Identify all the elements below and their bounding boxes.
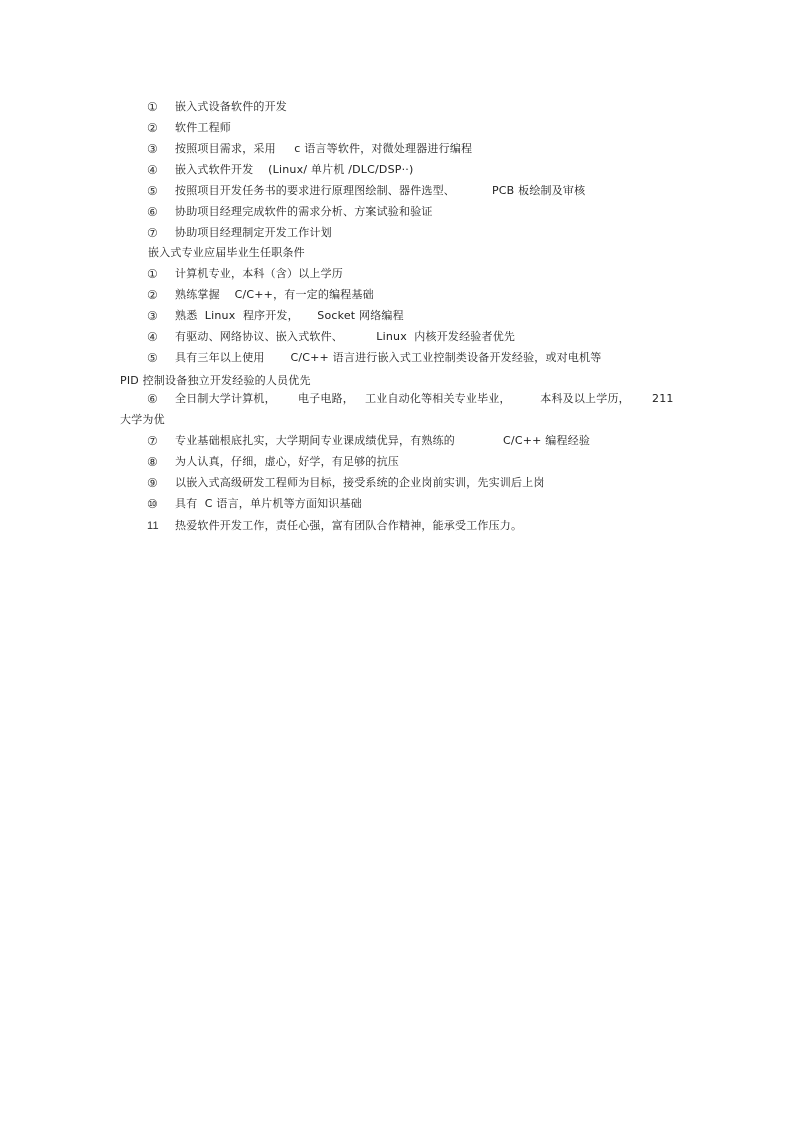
item-number: ② bbox=[147, 288, 158, 302]
item-number: ② bbox=[147, 121, 158, 135]
item-number: ⑦ bbox=[147, 434, 158, 448]
item-text: 专业基础根底扎实，大学期间专业课成绩优异，有熟练的 C/C++ 编程经验 bbox=[175, 434, 591, 447]
item-number: ⑩ bbox=[147, 497, 158, 511]
item-number: ⑥ bbox=[147, 205, 158, 219]
item-number: ⑤ bbox=[147, 351, 158, 365]
item-text: 嵌入式设备软件的开发 bbox=[175, 100, 287, 113]
item-text: 以嵌入式高级研发工程师为目标，接受系统的企业岗前实训，先实训后上岗 bbox=[175, 476, 545, 489]
item-text: 为人认真，仔细，虚心，好学，有足够的抗压 bbox=[175, 455, 399, 468]
item-number: ① bbox=[147, 100, 158, 114]
item-text: 按照项目需求，采用 c 语言等软件，对微处理器进行编程 bbox=[175, 142, 473, 155]
section-heading: 嵌入式专业应届毕业生任职条件 bbox=[148, 246, 305, 259]
item-text: 熟悉 Linux 程序开发， Socket 网络编程 bbox=[175, 309, 404, 322]
item-text: 协助项目经理制定开发工作计划 bbox=[175, 226, 332, 239]
item-number: ① bbox=[147, 267, 158, 281]
item-number: ⑨ bbox=[147, 476, 158, 490]
item-number: ④ bbox=[147, 330, 158, 344]
item-text: 软件工程师 bbox=[175, 121, 231, 134]
item-number: ⑤ bbox=[147, 184, 158, 198]
item-text: 热爱软件开发工作，责任心强，富有团队合作精神，能承受工作压力。 bbox=[175, 519, 523, 532]
item-number: ⑦ bbox=[147, 226, 158, 240]
item-number: 11 bbox=[147, 520, 159, 532]
list-item-continuation: PID 控制设备独立开发经验的人员优先 bbox=[120, 374, 311, 387]
item-number: ⑧ bbox=[147, 455, 158, 469]
list-item-continuation: 大学为优 bbox=[120, 413, 165, 426]
item-text: 全日制大学计算机， 电子电路， 工业自动化等相关专业毕业， 本科及以上学历， 211 bbox=[175, 392, 674, 405]
item-number: ⑥ bbox=[147, 392, 158, 406]
item-number: ③ bbox=[147, 309, 158, 323]
item-text: 协助项目经理完成软件的需求分析、方案试验和验证 bbox=[175, 205, 433, 218]
item-number: ③ bbox=[147, 142, 158, 156]
item-number: ④ bbox=[147, 163, 158, 177]
item-text: 熟练掌握 C/C++，有一定的编程基础 bbox=[175, 288, 374, 301]
item-text: 具有 C 语言，单片机等方面知识基础 bbox=[175, 497, 362, 510]
item-text: 按照项目开发任务书的要求进行原理图绘制、器件选型、 PCB 板绘制及审核 bbox=[175, 184, 586, 197]
item-text: 具有三年以上使用 C/C++ 语言进行嵌入式工业控制类设备开发经验，或对电机等 bbox=[175, 351, 602, 364]
item-text: 嵌入式软件开发 (Linux/ 单片机 /DLC/DSP··) bbox=[175, 163, 414, 176]
item-text: 有驱动、网络协议、嵌入式软件、 Linux 内核开发经验者优先 bbox=[175, 330, 516, 343]
item-text: 计算机专业，本科（含）以上学历 bbox=[175, 267, 343, 280]
